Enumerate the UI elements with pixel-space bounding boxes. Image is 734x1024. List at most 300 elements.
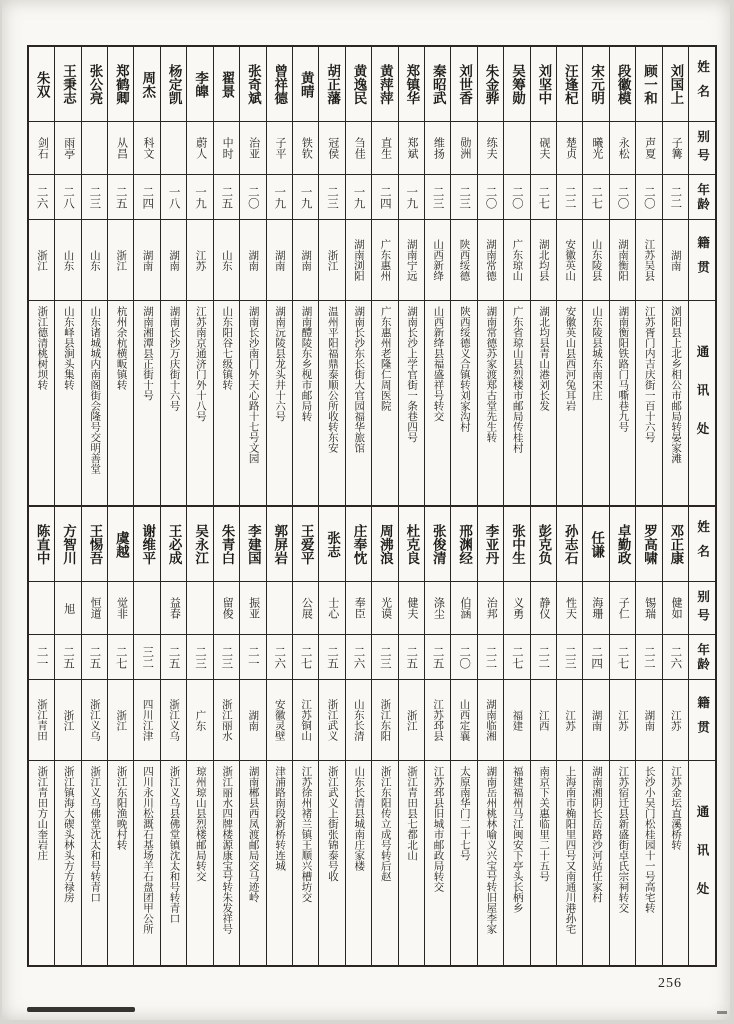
name-cell: [425, 47, 450, 122]
alias-cell-text: 中时: [221, 137, 234, 159]
age-cell-text: 一九: [299, 185, 312, 209]
origin-cell: [636, 220, 661, 301]
name-cell-text: 刘国上: [668, 63, 684, 105]
origin-cell: [663, 680, 688, 761]
origin-cell: [29, 680, 54, 761]
name-cell-text: 罗高啸: [641, 523, 657, 565]
header-alias-text: 别号: [695, 589, 710, 627]
alias-cell: [425, 122, 450, 175]
address-cell: [478, 761, 503, 965]
origin-cell: [451, 220, 476, 301]
age-cell-text: 一九: [352, 185, 365, 209]
alias-cell-text: 直生: [379, 137, 392, 159]
entry-column: [557, 47, 583, 505]
alias-cell: [531, 122, 556, 175]
name-cell: [82, 507, 107, 582]
age-cell: [531, 635, 556, 680]
alias-cell: [161, 122, 186, 175]
age-cell: [504, 175, 529, 220]
age-cell: [372, 175, 397, 220]
entry-column: [214, 507, 240, 965]
alias-cell-text: 楚贞: [564, 137, 577, 159]
entry-column: [161, 507, 187, 965]
address-cell: [610, 301, 635, 505]
address-cell-text: 浙江青田县七都北山: [406, 766, 418, 861]
entry-column: [267, 47, 293, 505]
header-name-text: 姓名: [695, 519, 710, 569]
entry-column: [583, 507, 609, 965]
address-cell: [55, 761, 80, 965]
address-cell-text: 安徽英山县西河兔耳岩: [564, 306, 576, 411]
origin-cell-text: 山东: [88, 249, 100, 271]
age-cell: [187, 175, 212, 220]
address-cell-text: 温州平阳福鼎泰顺公所收转东安: [326, 306, 338, 453]
name-cell-text: 吴永江: [193, 523, 209, 565]
alias-cell: [663, 582, 688, 635]
age-cell: [267, 175, 292, 220]
origin-cell: [531, 220, 556, 301]
name-cell-text: 秦昭武: [430, 63, 446, 105]
address-cell-text: 长沙小吴门松桂园十一号高宅转: [643, 766, 655, 913]
address-cell: [557, 761, 582, 965]
origin-cell-text: 浙江义乌: [88, 699, 100, 741]
origin-cell-text: 山东: [220, 249, 232, 271]
address-cell: [319, 301, 344, 505]
address-cell: [372, 301, 397, 505]
name-cell-text: 邓正康: [668, 523, 684, 565]
address-cell-text: 太原南华门二十七号: [458, 766, 470, 861]
address-cell-text: 江苏金坛直溪桥转: [670, 766, 682, 850]
origin-cell: [583, 220, 608, 301]
name-cell: [663, 47, 688, 122]
alias-cell: [161, 582, 186, 635]
address-cell: [504, 761, 529, 965]
alias-cell: [134, 122, 159, 175]
entry-column: [161, 47, 187, 505]
alias-cell: [610, 122, 635, 175]
age-cell-text: 二五: [220, 185, 233, 209]
age-cell-text: 二三: [458, 185, 471, 209]
name-cell-text: 王惕吾: [87, 523, 103, 565]
name-cell: [399, 507, 424, 582]
age-cell: [399, 175, 424, 220]
address-cell-text: 浙江德清桃树坝转: [36, 306, 48, 390]
name-cell: [214, 47, 239, 122]
entry-column: [478, 507, 504, 965]
age-cell-text: 二三: [431, 185, 444, 209]
alias-cell: [214, 122, 239, 175]
address-cell: [161, 761, 186, 965]
alias-cell: [399, 122, 424, 175]
alias-cell-text: 刍佳: [353, 137, 366, 159]
address-cell-text: 江苏南京通济门外十八号: [194, 306, 206, 422]
address-cell: [451, 301, 476, 505]
name-cell-text: 朱双: [34, 70, 50, 98]
name-cell-text: 李建国: [245, 523, 261, 565]
alias-cell: [82, 582, 107, 635]
name-cell: [557, 507, 582, 582]
age-cell-text: 二二: [669, 185, 682, 209]
alias-cell-text: 治邦: [485, 597, 498, 619]
bottom-table-section: [29, 505, 715, 965]
origin-cell-text: 浙江义乌: [168, 699, 180, 741]
address-cell-text: 浙江镇海大碶头林头方方禄房: [62, 766, 74, 903]
origin-cell-text: 湖南: [669, 249, 681, 271]
name-cell-text: 黄萍萍: [377, 63, 393, 105]
origin-cell: [636, 680, 661, 761]
age-cell: [346, 175, 371, 220]
address-cell: [29, 761, 54, 965]
age-cell-text: 二五: [405, 645, 418, 669]
name-cell: [293, 507, 318, 582]
alias-cell-text: 振亚: [247, 597, 260, 619]
origin-cell: [425, 680, 450, 761]
entry-column: [293, 47, 319, 505]
origin-cell: [319, 220, 344, 301]
age-cell: [583, 635, 608, 680]
name-cell: [372, 47, 397, 122]
origin-cell: [293, 680, 318, 761]
name-cell: [346, 47, 371, 122]
alias-cell-text: 觉非: [115, 597, 128, 619]
address-cell-text: 浙江义乌佛堂沈太和号转青口: [89, 766, 101, 903]
origin-cell-text: 浙江: [115, 709, 127, 731]
header-name: [689, 47, 715, 122]
origin-cell-text: 山东长清: [352, 699, 364, 741]
alias-cell: [55, 122, 80, 175]
address-cell-text: 津浦路南段新桥转连城: [274, 766, 286, 871]
origin-cell-text: 安徽英山: [564, 239, 576, 281]
header-alias: [689, 582, 715, 635]
age-cell: [610, 635, 635, 680]
address-cell: [240, 761, 265, 965]
origin-cell: [29, 220, 54, 301]
origin-cell-text: 湖南: [300, 249, 312, 271]
address-cell: [636, 301, 661, 505]
name-cell-text: 张奇斌: [245, 63, 261, 105]
scan-artifact-dot: [717, 1011, 727, 1014]
name-cell-text: 顾一和: [641, 63, 657, 105]
name-cell-text: 彭克负: [536, 523, 552, 565]
header-origin: [689, 680, 715, 761]
entry-column: [29, 47, 55, 505]
age-cell-text: 二〇: [616, 185, 629, 209]
alias-cell-text: 旭: [62, 602, 75, 614]
origin-cell-text: 浙江: [115, 249, 127, 271]
age-cell: [29, 175, 54, 220]
origin-cell-text: 湖南: [247, 249, 259, 271]
alias-cell: [293, 122, 318, 175]
address-cell: [346, 301, 371, 505]
address-cell: [663, 301, 688, 505]
entry-column: [504, 47, 530, 505]
origin-cell: [610, 220, 635, 301]
alias-cell: [267, 122, 292, 175]
alias-cell-text: 雨亭: [62, 137, 75, 159]
age-cell: [636, 635, 661, 680]
name-cell: [399, 47, 424, 122]
header-address-text: 通讯处: [695, 805, 709, 921]
address-cell: [531, 761, 556, 965]
origin-cell-text: 浙江青田: [36, 699, 48, 741]
name-cell: [108, 47, 133, 122]
entry-column: [82, 47, 108, 505]
age-cell-text: 二三: [326, 185, 339, 209]
address-cell-text: 山东峄县涧头集转: [62, 306, 74, 390]
name-cell: [240, 47, 265, 122]
entry-column: [663, 47, 689, 505]
name-cell-text: 孙志石: [562, 523, 578, 565]
name-cell-text: 陈直中: [34, 523, 50, 565]
address-cell-text: 上海南市桷阳里四号又南通川港孙宅: [564, 766, 576, 934]
entry-column: [531, 47, 557, 505]
address-cell: [108, 301, 133, 505]
address-cell-text: 浙江东阳渔晚村转: [115, 766, 127, 850]
entry-column: [557, 507, 583, 965]
address-cell: [187, 301, 212, 505]
origin-cell-text: 湖南: [590, 709, 602, 731]
entry-column: [82, 507, 108, 965]
address-cell: [134, 761, 159, 965]
entry-column: [346, 507, 372, 965]
address-cell: [187, 761, 212, 965]
name-cell: [451, 47, 476, 122]
origin-cell: [240, 680, 265, 761]
origin-cell: [82, 680, 107, 761]
name-cell: [557, 47, 582, 122]
origin-cell: [399, 220, 424, 301]
name-cell: [82, 47, 107, 122]
age-cell: [583, 175, 608, 220]
age-cell: [504, 635, 529, 680]
address-cell: [399, 301, 424, 505]
name-cell-text: 庄奉忱: [351, 523, 367, 565]
address-cell: [425, 301, 450, 505]
header-alias: [689, 122, 715, 175]
name-cell: [636, 507, 661, 582]
origin-cell-text: 湖南: [273, 249, 285, 271]
origin-cell: [214, 220, 239, 301]
alias-cell: [636, 582, 661, 635]
origin-cell-text: 湖北均县: [537, 239, 549, 281]
name-cell: [346, 507, 371, 582]
name-cell: [610, 507, 635, 582]
origin-cell-text: 江苏铜山: [300, 699, 312, 741]
alias-cell-text: 蔚人: [194, 137, 207, 159]
name-cell-text: 张志: [325, 530, 341, 558]
alias-cell-text: 郑斌: [406, 137, 418, 159]
name-cell: [55, 507, 80, 582]
name-cell-text: 杨定凯: [166, 63, 182, 105]
name-cell-text: 黄晴: [298, 70, 314, 98]
age-cell-text: 一八: [167, 185, 180, 209]
entry-column: [319, 47, 345, 505]
origin-cell: [319, 680, 344, 761]
name-cell-text: 黄逸民: [351, 63, 367, 105]
address-cell-text: 山东陵县城东南宋庄: [590, 306, 602, 401]
name-cell: [267, 507, 292, 582]
origin-cell: [214, 680, 239, 761]
address-cell-text: 湖北均县青山港刘长发: [538, 306, 550, 411]
origin-cell-text: 安徽灵壁: [273, 699, 285, 741]
age-cell: [293, 635, 318, 680]
origin-cell: [504, 680, 529, 761]
address-cell-text: 浙江东阳传立成号转后赵: [379, 766, 391, 882]
address-cell-text: 浙江丽水四牌楼源康宝号转朱发祥号: [221, 766, 233, 934]
address-cell: [293, 301, 318, 505]
entry-column: [531, 507, 557, 965]
entry-column: [55, 47, 81, 505]
alias-cell-text: 声夏: [643, 137, 656, 159]
entry-column: [636, 507, 662, 965]
address-cell-text: 湖南湘潭县正街十号: [142, 306, 154, 401]
age-cell-text: 二六: [273, 645, 286, 669]
directory-table: [27, 45, 717, 967]
origin-cell: [82, 220, 107, 301]
age-cell-text: 二四: [141, 185, 154, 209]
age-cell-text: 二五: [114, 185, 127, 209]
name-cell: [55, 47, 80, 122]
name-cell-text: 宋元明: [589, 63, 605, 105]
origin-cell-text: 浙江: [36, 249, 48, 271]
name-cell: [187, 507, 212, 582]
age-cell: [451, 635, 476, 680]
alias-cell: [267, 582, 292, 635]
alias-cell-text: 科文: [141, 137, 154, 159]
entry-column: [240, 507, 266, 965]
name-cell: [451, 507, 476, 582]
name-cell-text: 郑镇华: [404, 63, 420, 105]
origin-cell: [108, 680, 133, 761]
address-cell: [583, 301, 608, 505]
name-cell: [161, 47, 186, 122]
entry-column: [29, 507, 55, 965]
name-cell: [319, 47, 344, 122]
age-cell-text: 二〇: [642, 185, 655, 209]
age-cell: [451, 175, 476, 220]
address-cell-text: 四川永川松溉石基场羊石盘团甲公所: [142, 766, 154, 934]
entry-column: [451, 47, 477, 505]
origin-cell: [531, 680, 556, 761]
origin-cell: [425, 220, 450, 301]
age-cell: [161, 175, 186, 220]
alias-cell: [372, 582, 397, 635]
origin-cell: [346, 220, 371, 301]
origin-cell-text: 山西新绛: [432, 239, 444, 281]
age-cell: [82, 175, 107, 220]
age-cell: [240, 175, 265, 220]
name-cell-text: 王爱平: [298, 523, 314, 565]
address-cell: [108, 761, 133, 965]
name-cell-text: 杜克良: [404, 523, 420, 565]
header-age: [689, 175, 715, 220]
alias-cell: [610, 582, 635, 635]
age-cell-text: 二七: [537, 185, 550, 209]
entry-column: [425, 47, 451, 505]
name-cell-text: 邢渊经: [457, 523, 473, 565]
address-cell-text: 湖南常德苏家渡郑古堂先生转: [485, 306, 497, 443]
origin-cell-text: 广东琼山: [511, 239, 523, 281]
alias-cell: [240, 582, 265, 635]
address-cell-text: 湖南长沙东长街大官园福华旅馆: [353, 306, 365, 453]
address-cell-text: 浙江武义上街张锦泰号收: [326, 766, 338, 882]
address-cell-text: 浙江青田方山奎岩庄: [36, 766, 48, 861]
alias-cell: [504, 122, 529, 175]
alias-cell-text: 奉臣: [353, 597, 366, 619]
address-cell: [636, 761, 661, 965]
age-cell-text: 二二: [484, 645, 497, 669]
alias-cell: [108, 582, 133, 635]
age-cell-text: 二六: [669, 645, 682, 669]
origin-cell: [293, 220, 318, 301]
origin-cell: [451, 680, 476, 761]
origin-cell: [187, 680, 212, 761]
origin-cell: [108, 220, 133, 301]
alias-cell: [478, 582, 503, 635]
age-cell-text: 二三: [194, 645, 207, 669]
address-cell-text: 江苏徐州褚兰镇王顺兴槽坊交: [300, 766, 312, 903]
header-alias-text: 别号: [695, 129, 710, 167]
age-cell-text: 二二: [563, 185, 576, 209]
age-cell: [399, 635, 424, 680]
origin-cell-text: 山西定襄: [458, 699, 470, 741]
alias-cell-text: 子平: [273, 137, 286, 159]
entry-column: [134, 507, 160, 965]
alias-cell: [187, 582, 212, 635]
address-cell: [663, 761, 688, 965]
alias-cell-text: 静仪: [538, 597, 551, 619]
origin-cell-text: 广东: [194, 709, 206, 731]
age-cell-text: 一九: [405, 185, 418, 209]
age-cell-text: 二六: [352, 645, 365, 669]
origin-cell: [663, 220, 688, 301]
age-cell-text: 二五: [88, 645, 101, 669]
address-cell-text: 琼州琼山县烈楼邮局转交: [194, 766, 206, 882]
entry-column: [108, 507, 134, 965]
age-cell: [267, 635, 292, 680]
entry-column: [504, 507, 530, 965]
alias-cell-text: 光谟: [379, 597, 392, 619]
origin-cell: [240, 220, 265, 301]
alias-cell: [55, 582, 80, 635]
entry-column: [319, 507, 345, 965]
origin-cell-text: 湖南: [141, 249, 153, 271]
age-cell-text: 二四: [378, 185, 391, 209]
name-cell: [478, 507, 503, 582]
origin-cell: [610, 680, 635, 761]
alias-cell-text: 涤尘: [432, 597, 445, 619]
name-cell-text: 王必成: [166, 523, 182, 565]
entry-column: [134, 47, 160, 505]
age-cell: [425, 175, 450, 220]
alias-cell: [372, 122, 397, 175]
origin-cell: [161, 220, 186, 301]
alias-cell-text: 曦光: [590, 137, 603, 159]
origin-cell-text: 湖南: [643, 709, 655, 731]
age-cell-text: 二五: [167, 645, 180, 669]
address-cell: [610, 761, 635, 965]
header-name-text: 姓名: [695, 59, 710, 109]
address-cell: [82, 301, 107, 505]
age-cell-text: 二二: [642, 645, 655, 669]
address-cell: [29, 301, 54, 505]
name-cell-text: 朱青白: [219, 523, 235, 565]
alias-cell-text: 治亚: [247, 137, 260, 159]
name-cell: [187, 47, 212, 122]
alias-cell: [319, 122, 344, 175]
entry-column: [240, 47, 266, 505]
age-cell: [663, 175, 688, 220]
